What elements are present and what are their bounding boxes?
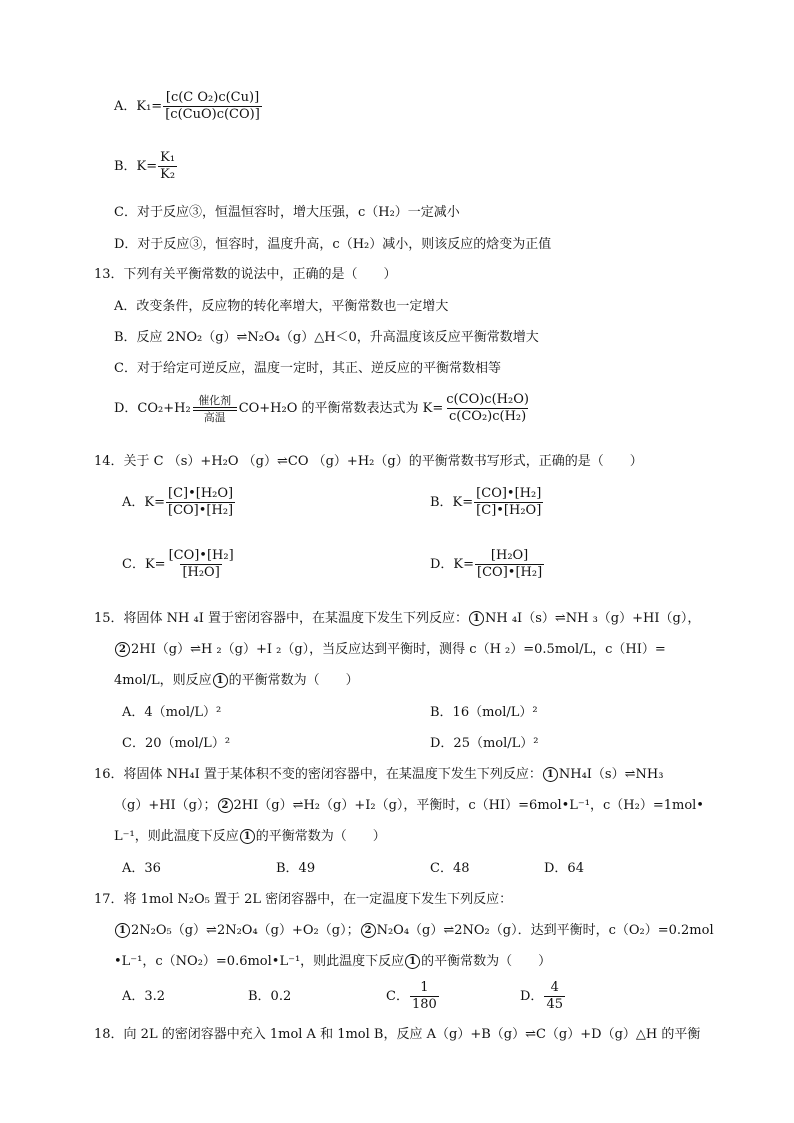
q15-line-2 — [114, 641, 666, 659]
circled-number-icon: 1 — [240, 829, 255, 844]
q14-option-c-fraction: $\frac{\text{[CO]•[H₂]}}{\text{[H₂O]}}$ — [168, 548, 234, 580]
q15-line-1 — [94, 610, 700, 628]
q15-reaction-1: NH ₄I（s）⇌NH ₃（g）+HI（g）， — [485, 611, 701, 626]
q14-option-a[interactable] — [122, 486, 236, 519]
q16-line-3 — [114, 828, 386, 846]
q12-option-b-label: B．K= — [114, 159, 158, 174]
circled-number-icon: 1 — [543, 767, 558, 782]
q17-reaction-2: N₂O₄（g）⇌2NO₂（g）．达到平衡时，c（O₂）=0.2mol — [376, 923, 714, 938]
q18-line-1: 18．向 2L 的密闭容器中充入 1mol A 和 1mol B，反应 A（g）+B（g）⇌C（g）+D（g）△H 的平衡 — [94, 1027, 701, 1042]
q12-option-d[interactable]: D．对于反应③，恒容时，温度升高，c（H₂）减小，则该反应的焓变为正值 — [114, 237, 552, 252]
circled-number-icon: 1 — [115, 923, 130, 938]
q16-text: L⁻¹，则此温度下反应 — [114, 829, 239, 844]
q13-option-a[interactable]: A．改变条件，反应物的转化率增大，平衡常数也一定增大 — [114, 299, 449, 314]
q17-reaction-1: 2N₂O₅（g）⇌2N₂O₄（g）+O₂（g）； — [131, 923, 360, 938]
q17-option-c-label: C． — [386, 989, 409, 1004]
q16-reaction-2: 2HI（g）⇌H₂（g）+I₂（g），平衡时，c（HI）=6mol•L⁻¹，c（H₂）=1mol• — [233, 798, 704, 813]
q13-option-c[interactable]: C．对于给定可逆反应，温度一定时，其正、逆反应的平衡常数相等 — [114, 361, 501, 376]
q16-text: 16．将固体 NH₄I 置于某体积不变的密闭容器中，在某温度下发生下列反应： — [94, 767, 542, 782]
q17-question: 的平衡常数为（ ） — [421, 954, 552, 969]
q17-line-3 — [114, 953, 551, 971]
q14-option-c-label: C．K= — [122, 557, 166, 572]
q13-option-d[interactable] — [114, 392, 532, 425]
q13-stem: 13．下列有关平衡常数的说法中，正确的是（ ） — [94, 267, 397, 282]
q17-option-d-label: D． — [520, 989, 544, 1004]
q12-option-a[interactable] — [114, 90, 263, 123]
q13-option-d-text: CO+H₂O 的平衡常数表达式为 K= — [238, 401, 444, 416]
q15-text: 15．将固体 NH ₄I 置于密闭容器中，在某温度下发生下列反应： — [94, 611, 468, 626]
temperature-label: 高温 — [203, 410, 226, 424]
q14-option-d[interactable] — [430, 548, 545, 581]
catalyst-label: 催化剂 — [198, 393, 232, 407]
q15-question: 的平衡常数为（ ） — [228, 673, 359, 688]
q15-reaction-2: 2HI（g）⇌H ₂（g）+I ₂（g），当反应达到平衡时，测得 c（H ₂）=0.5mol/L，c（HI）= — [131, 642, 666, 657]
q14-stem: 14．关于 C （s）+H₂O （g）⇌CO （g）+H₂（g）的平衡常数书写形式，正确的是（ ） — [94, 454, 643, 469]
q14-option-b-fraction: $\frac{\text{[CO]•[H₂]}}{\text{[C]•[H₂O]}}$ — [476, 486, 542, 518]
q17-text: •L⁻¹，c（NO₂）=0.6mol•L⁻¹，则此温度下反应 — [114, 954, 405, 969]
q14-option-c[interactable] — [122, 548, 237, 581]
q17-option-c-fraction: $\frac{1}{180}$ — [411, 980, 437, 1012]
q17-option-a[interactable]: A．3.2 — [122, 989, 166, 1004]
q12-option-b-fraction: $\frac{\text{K₁}}{\text{K₂}}$ — [160, 150, 176, 182]
circled-number-icon: 1 — [213, 673, 228, 688]
q14-option-b[interactable] — [430, 486, 544, 519]
q12-option-a-fraction: $\frac{\text{[c(C O₂)c(Cu)]}}{\text{[c(CuO)c(CO)]}}$ — [165, 90, 260, 122]
q17-option-d-fraction: $\frac{4}{45}$ — [546, 980, 563, 1012]
q13-option-d-fraction: $\frac{\text{c(CO)c(H₂O)}}{\text{c(CO₂)c(H₂)}}$ — [446, 392, 529, 424]
reaction-condition-arrow — [193, 394, 237, 424]
q13-option-b[interactable]: B．反应 2NO₂（g）⇌N₂O₄（g）△H＜0，升高温度该反应平衡常数增大 — [114, 330, 539, 345]
q15-line-3 — [114, 672, 359, 690]
q12-option-c[interactable]: C．对于反应③，恒温恒容时，增大压强，c（H₂）一定减小 — [114, 205, 460, 220]
q16-line-2 — [114, 797, 704, 815]
circled-number-icon: 1 — [469, 611, 484, 626]
q15-option-b[interactable]: B．16（mol/L）² — [430, 705, 538, 720]
q12-option-b[interactable] — [114, 150, 178, 183]
q13-option-d-reactants: D．CO₂+H₂ — [114, 401, 191, 416]
q14-option-a-label: A．K= — [122, 495, 165, 510]
q14-option-b-label: B．K= — [430, 495, 474, 510]
q16-text: （g）+HI（g）； — [114, 798, 217, 813]
q14-option-d-label: D．K= — [430, 557, 475, 572]
q12-option-a-label: A．K₁= — [114, 99, 163, 114]
q15-option-d[interactable]: D．25（mol/L）² — [430, 736, 539, 751]
q15-option-a[interactable]: A．4（mol/L）² — [122, 705, 222, 720]
q17-option-c[interactable] — [386, 980, 440, 1013]
circled-number-icon: 1 — [405, 954, 420, 969]
q14-option-a-fraction: $\frac{\text{[C]•[H₂O]}}{\text{[CO]•[H₂]}}$ — [168, 486, 234, 518]
q16-option-c[interactable]: C．48 — [430, 861, 470, 876]
circled-number-icon: 2 — [218, 798, 233, 813]
q14-option-d-fraction: $\frac{\text{[H₂O]}}{\text{[CO]•[H₂]}}$ — [477, 548, 543, 580]
q16-option-a[interactable]: A．36 — [122, 861, 161, 876]
q17-option-b[interactable]: B．0.2 — [248, 989, 292, 1004]
q16-line-1 — [94, 766, 663, 784]
q17-line-1: 17．将 1mol N₂O₅ 置于 2L 密闭容器中，在一定温度下发生下列反应： — [94, 892, 513, 907]
q16-reaction-1: NH₄I（s）⇌NH₃ — [558, 767, 664, 782]
q16-option-d[interactable]: D．64 — [544, 861, 584, 876]
q17-line-2 — [114, 922, 714, 940]
circled-number-icon: 2 — [361, 923, 376, 938]
circled-number-icon: 2 — [115, 642, 130, 657]
q16-question: 的平衡常数为（ ） — [255, 829, 386, 844]
q17-option-d[interactable] — [520, 980, 566, 1013]
q15-option-c[interactable]: C．20（mol/L）² — [122, 736, 231, 751]
q16-option-b[interactable]: B．49 — [276, 861, 316, 876]
q15-text: 4mol/L，则反应 — [114, 673, 212, 688]
